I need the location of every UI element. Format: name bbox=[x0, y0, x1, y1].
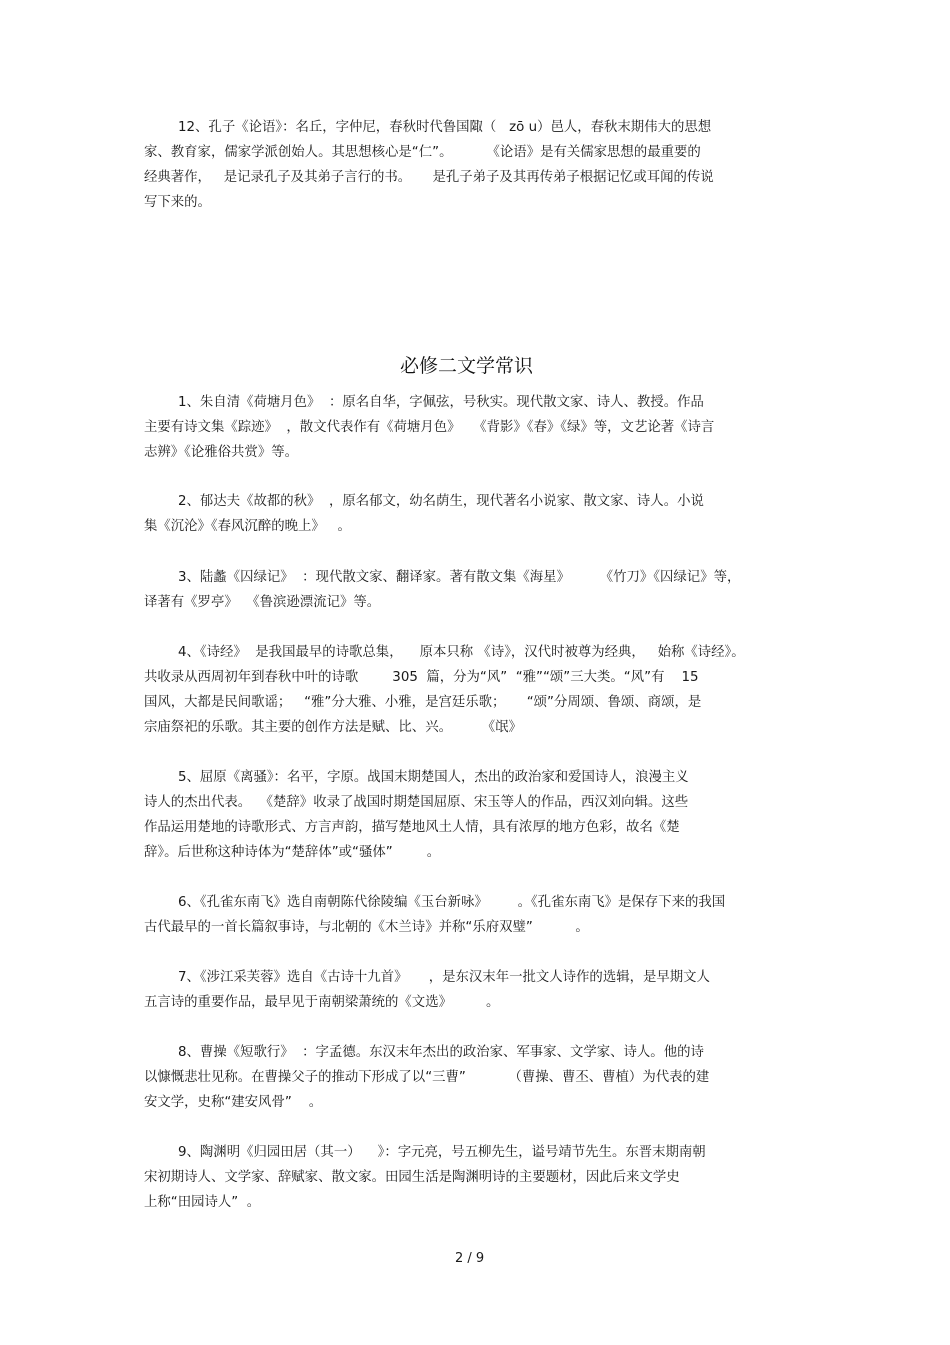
text-line: 家、教育家，儒家学派创始人。其思想核心是“仁”。 《论语》是有关儒家思想的最重要的 bbox=[144, 145, 701, 160]
text-line: 7、《涉江采芙蓉》选自《古诗十九首》 ，是东汉末年一批文人诗作的选辑，是早期文人 bbox=[178, 970, 710, 985]
text-line: 9、陶渊明《归园田居（其一） 》：字元亮，号五柳先生，谥号靖节先生。东晋末期南朝 bbox=[178, 1145, 706, 1160]
text-line: 五言诗的重要作品，最早见于南朝梁萧统的《文选》 。 bbox=[144, 995, 500, 1010]
text-line: 共收录从西周初年到春秋中叶的诗歌 305 篇，分为“风” “雅”“颂”三大类。“风”有 15 bbox=[144, 670, 699, 685]
text-line: 集《沉沦》《春风沉醉的晚上》 。 bbox=[144, 519, 351, 534]
text-line: 5、屈原《离骚》：名平，字原。战国末期楚国人，杰出的政治家和爱国诗人，浪漫主义 bbox=[178, 770, 689, 785]
text-line: 古代最早的一首长篇叙事诗，与北朝的《木兰诗》并称“乐府双璧” 。 bbox=[144, 920, 589, 935]
text-line: 6、《孔雀东南飞》选自南朝陈代徐陵编《玉台新咏》 。《孔雀东南飞》是保存下来的我国 bbox=[178, 895, 726, 910]
text-line: 辞》。后世称这种诗体为“楚辞体”或“骚体” 。 bbox=[144, 845, 441, 860]
text-line: 以慷慨悲壮见称。在曹操父子的推动下形成了以“三曹” （曹操、曹丕、曹植）为代表的建 bbox=[144, 1070, 710, 1085]
text-line: 国风，大都是民间歌谣； “雅”分大雅、小雅，是宫廷乐歌； “颂”分周颂、鲁颂、商颂，是 bbox=[144, 695, 702, 710]
text-line: 写下来的。 bbox=[144, 195, 211, 210]
text-line: 1、朱自清《荷塘月色》 ：原名自华，字佩弦，号秋实。现代散文家、诗人、教授。作品 bbox=[178, 395, 704, 410]
text-line: 12、孔子《论语》：名丘，字仲尼，春秋时代鲁国陬（ zō u）邑人，春秋末期伟大的思想 bbox=[178, 120, 712, 135]
text-line: 作品运用楚地的诗歌形式、方言声韵，描写楚地风土人情，具有浓厚的地方色彩，故名《楚 bbox=[144, 820, 680, 835]
section-title: 必修二文学常识 bbox=[400, 355, 534, 377]
text-line: 8、曹操《短歌行》 ：字孟德。东汉末年杰出的政治家、军事家、文学家、诗人。他的诗 bbox=[178, 1045, 704, 1060]
text-line: 上称“田园诗人” 。 bbox=[144, 1195, 261, 1210]
text-line: 主要有诗文集《踪迹》 ，散文代表作有《荷塘月色》 《背影》《春》《绿》等，文艺论著《诗言 bbox=[144, 420, 715, 435]
text-line: 3、陆蠡《囚绿记》 ：现代散文家、翻译家。著有散文集《海星》 《竹刀》《囚绿记》等， bbox=[178, 570, 741, 585]
text-line: 诗人的杰出代表。 《楚辞》收录了战国时期楚国屈原、宋玉等人的作品，西汉刘向辑。这些 bbox=[144, 795, 689, 810]
text-line: 宗庙祭祀的乐歌。其主要的创作方法是赋、比、兴。 《氓》 bbox=[144, 720, 522, 735]
text-line: 安文学，史称“建安风骨” 。 bbox=[144, 1095, 323, 1110]
text-line: 4、《诗经》 是我国最早的诗歌总集， 原本只称 《诗》，汉代时被尊为经典， 始称《诗经》。 bbox=[178, 645, 745, 660]
text-line: 经典著作， 是记录孔子及其弟子言行的书。 是孔子弟子及其再传弟子根据记忆或耳闻的传说 bbox=[144, 170, 714, 185]
text-line: 译著有《罗亭》 《鲁滨逊漂流记》等。 bbox=[144, 595, 381, 610]
text-line: 志辨》《论雅俗共赏》等。 bbox=[144, 445, 298, 460]
text-line: 2、郁达夫《故都的秋》 ，原名郁文，幼名荫生，现代著名小说家、散文家、诗人。小说 bbox=[178, 494, 704, 509]
text-line: 宋初期诗人、文学家、辞赋家、散文家。田园生活是陶渊明诗的主要题材，因此后来文学史 bbox=[144, 1170, 680, 1185]
page-number: 2 / 9 bbox=[455, 1251, 485, 1266]
